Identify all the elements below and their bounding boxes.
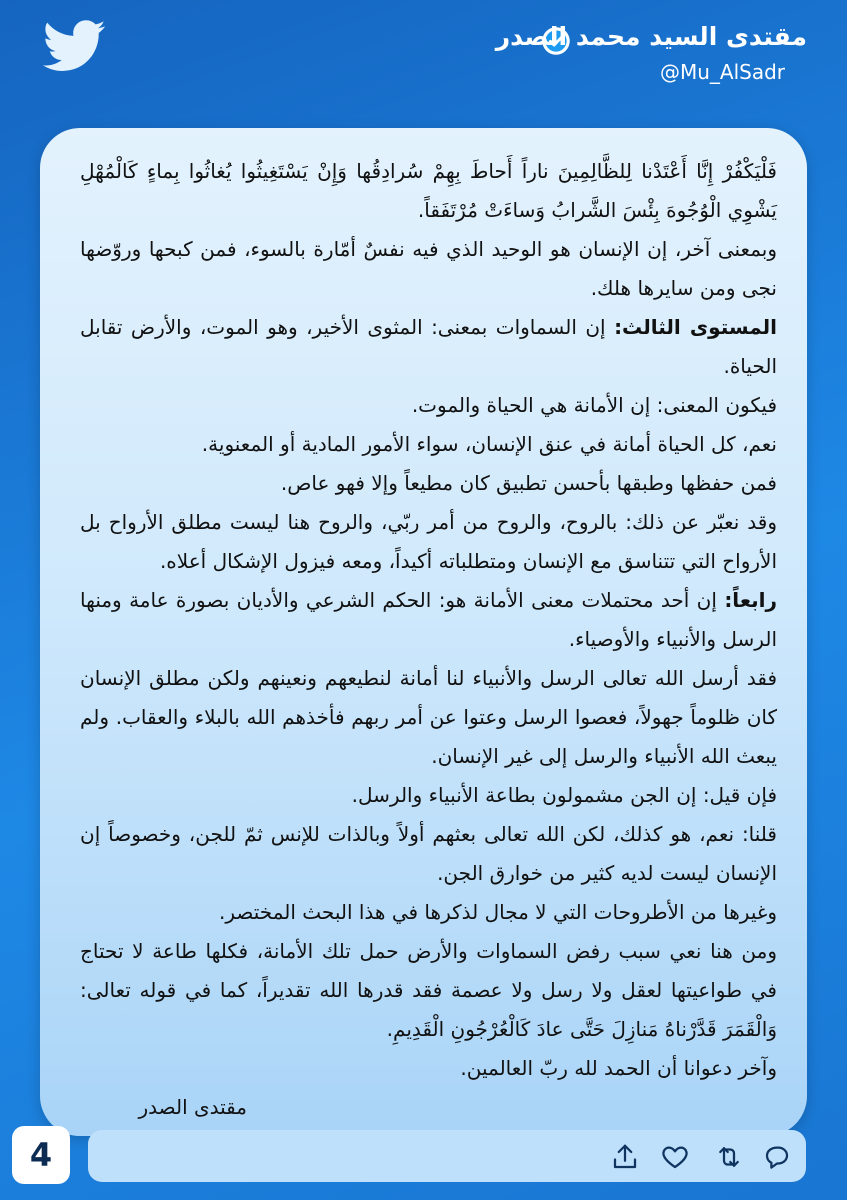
reply-icon[interactable]: [762, 1142, 792, 1172]
share-icon[interactable]: [610, 1142, 640, 1172]
section-heading: رابعاً:: [724, 588, 777, 612]
post-paragraph: وبمعنى آخر، إن الإنسان هو الوحيد الذي فيه نفسٌ أمّارة بالسوء، فمن كبحها وروّضها نجى ومن سايرها هلك.: [80, 237, 777, 300]
post-paragraph: وقد نعبّر عن ذلك: بالروح، والروح من أمر ربّي، والروح هنا ليست مطلق الأرواح بل الأرواح التي تتناسق مع الإنسان ومتطلباته أكيداً، ومعه فيزول الإشكال أعلاه.: [80, 510, 777, 573]
post-paragraph: قلنا: نعم، هو كذلك، لكن الله تعالى بعثهم أولاً وبالذات للإنس ثمّ للجن، وخصوصاً إن الإنسان ليست لديه كثير من خوارق الجن.: [80, 822, 777, 885]
post-paragraph: نعم، كل الحياة أمانة في عنق الإنسان، سواء الأمور المادية أو المعنوية.: [201, 432, 777, 456]
post-paragraph: [80, 308, 777, 386]
retweet-icon[interactable]: [714, 1142, 744, 1172]
page-number-badge: [12, 1126, 70, 1184]
post-paragraph: [80, 581, 777, 659]
section-text: إن أحد محتملات معنى الأمانة هو: الحكم الشرعي والأديان بصورة عامة ومنها الرسل والأنبياء والأوصياء.: [80, 588, 777, 651]
post-signature: مقتدى الصدر: [138, 1095, 247, 1119]
post-paragraph: وآخر دعوانا أن الحمد لله ربّ العالمين.: [460, 1056, 777, 1080]
post-body: [80, 152, 777, 1127]
action-bar: [88, 1130, 806, 1182]
post-paragraph: فقد أرسل الله تعالى الرسل والأنبياء لنا أمانة لنطيعهم ونعينهم ولكن مطلق الإنسان كان ظلوماً جهولاً، فعصوا الرسل وعتوا عن أمر ربهم فأخذهم الله بالبلاء والعقاب. ولم يبعث الله الأنبياء والرسل إلى غير الإنسان.: [80, 666, 777, 768]
section-heading: المستوى الثالث:: [614, 315, 777, 339]
post-paragraph: فمن حفظها وطبقها بأحسن تطبيق كان مطيعاً وإلا فهو عاص.: [280, 471, 777, 495]
post-header: [0, 0, 847, 110]
page-number: 4: [29, 1136, 53, 1174]
heart-icon[interactable]: [660, 1142, 690, 1172]
author-handle[interactable]: @Mu_AlSadr: [659, 60, 785, 84]
twitter-bird-icon: [42, 20, 106, 72]
author-name[interactable]: مقتدى السيد محمد الصدر: [495, 22, 807, 51]
post-card: [40, 128, 807, 1136]
post-paragraph: فإن قيل: إن الجن مشمولون بطاعة الأنبياء والرسل.: [351, 783, 777, 807]
post-paragraph: فَلْيَكْفُرْ إِنَّا أَعْتَدْنا لِلظَّالِمِينَ ناراً أَحاطَ بِهِمْ سُرادِقُها وَإِنْ يَسْتَغِيثُوا يُغاثُوا بِماءٍ كَالْمُهْلِ يَشْوِي الْوُجُوهَ بِئْسَ الشَّرابُ وَساءَتْ مُرْتَفَقاً.: [80, 159, 777, 222]
post-paragraph: فيكون المعنى: إن الأمانة هي الحياة والموت.: [411, 393, 777, 417]
section-text: إن السماوات بمعنى: المثوى الأخير، وهو الموت، والأرض تقابل الحياة.: [80, 315, 777, 378]
post-paragraph: ومن هنا نعي سبب رفض السماوات والأرض حمل تلك الأمانة، فكلها طاعة لا تحتاج في طواعيتها لعقل ولا رسل ولا عصمة فقد قدرها الله تقديراً، كما في قوله تعالى: وَالْقَمَرَ قَدَّرْناهُ مَنازِلَ حَتَّى عادَ كَالْعُرْجُونِ الْقَدِيمِ.: [80, 939, 777, 1041]
post-paragraph: وغيرها من الأطروحات التي لا مجال لذكرها في هذا البحث المختصر.: [219, 900, 777, 924]
